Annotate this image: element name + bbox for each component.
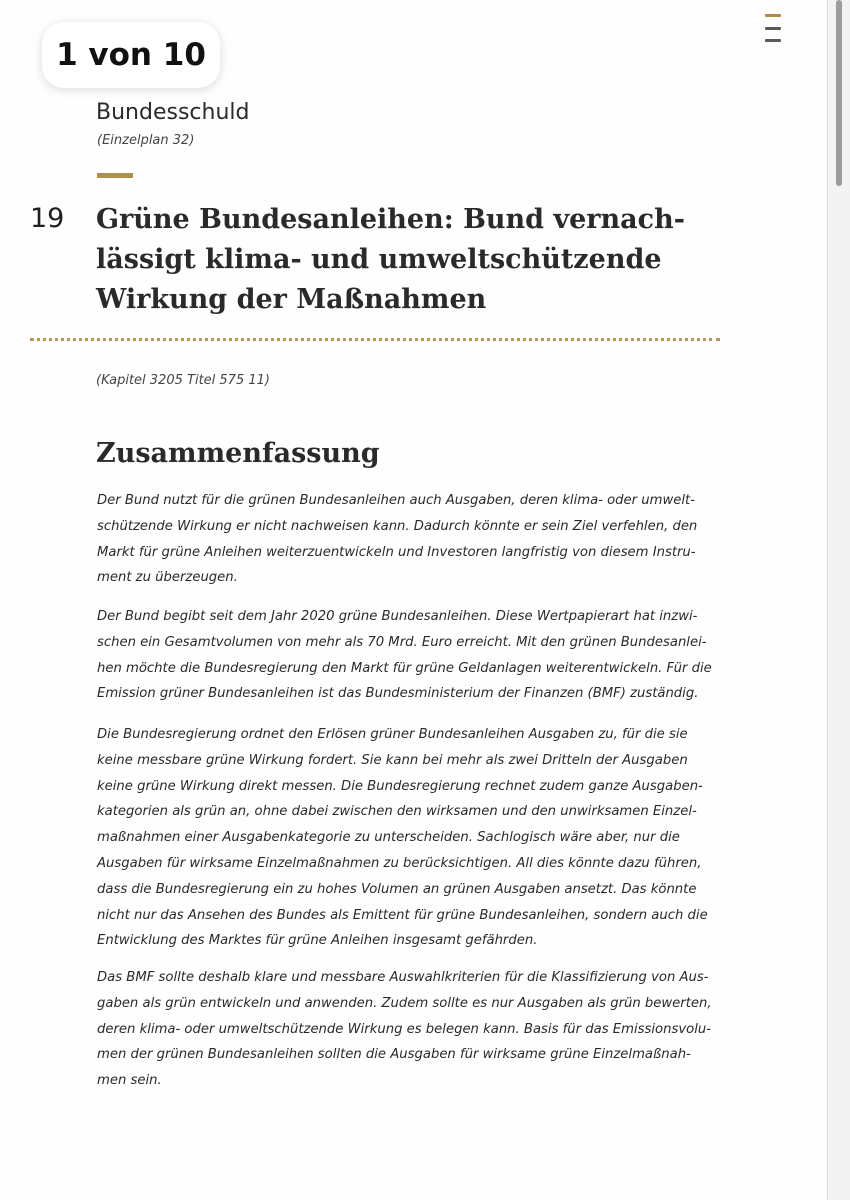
- paragraph-line: Markt für grüne Anleihen weiterzuentwickeln und Investoren langfristig von diesem Instru-: [97, 544, 696, 560]
- dotted-divider: [30, 338, 720, 341]
- summary-paragraph-3: [97, 722, 737, 954]
- chapter-title-line: Wirkung der Maßnahmen: [96, 284, 487, 315]
- paragraph-line: hen möchte die Bundesregierung den Markt für grüne Geldanlagen weiterentwickeln. Für die: [97, 660, 712, 676]
- paragraph-line: gaben als grün entwickeln und anwenden. Zudem sollte es nur Ausgaben als grün bewerten,: [97, 995, 712, 1011]
- paragraph-line: maßnahmen einer Ausgabenkategorie zu unterscheiden. Sachlogisch wäre aber, nur die: [97, 830, 680, 846]
- gold-accent-bar: [97, 173, 133, 178]
- paragraph-line: men der grünen Bundesanleihen sollten die Ausgaben für wirksame grüne Einzelmaßnah-: [97, 1047, 691, 1063]
- paragraph-line: Ausgaben für wirksame Einzelmaßnahmen zu berücksichtigen. All dies könnte dazu führen,: [97, 855, 702, 871]
- paragraph-line: Entwicklung des Marktes für grüne Anleihen insgesamt gefährden.: [97, 933, 538, 949]
- paragraph-line: schützende Wirkung er nicht nachweisen kann. Dadurch könnte er sein Ziel verfehlen, den: [97, 518, 698, 534]
- paragraph-line: keine grüne Wirkung direkt messen. Die Bundesregierung rechnet zudem ganze Ausgaben-: [97, 778, 703, 794]
- chapter-title-line: Grüne Bundesanleihen: Bund vernach-: [96, 204, 685, 235]
- paragraph-line: Das BMF sollte deshalb klare und messbare Auswahlkriterien für die Klassifizierung von Aus-: [97, 970, 709, 985]
- paragraph-line: Emission grüner Bundesanleihen ist das Bundesministerium der Finanzen (BMF) zuständig.: [97, 686, 699, 702]
- paragraph-line: schen ein Gesamtvolumen von mehr als 70 Mrd. Euro erreicht. Mit den grünen Bundesanlei-: [97, 634, 707, 650]
- summary-paragraph-1: [97, 488, 737, 591]
- paragraph-line: Der Bund begibt seit dem Jahr 2020 grüne Bundesanleihen. Diese Wertpapierart hat inzwi-: [97, 609, 698, 624]
- paragraph-line: kategorien als grün an, ohne dabei zwischen den wirksamen und den unwirksamen Einzel-: [97, 804, 697, 820]
- paragraph-line: Die Bundesregierung ordnet den Erlösen grüner Bundesanleihen Ausgaben zu, für die sie: [97, 727, 688, 742]
- menu-icon-bar-bottom: [765, 39, 781, 42]
- summary-heading: Zusammenfassung: [96, 438, 380, 469]
- paragraph-line: men sein.: [97, 1073, 162, 1089]
- kapitel-reference: (Kapitel 3205 Titel 575 11): [96, 373, 270, 388]
- page-indicator[interactable]: 1 von 10: [42, 22, 220, 88]
- chapter-title: [96, 200, 736, 320]
- summary-paragraph-4: [97, 965, 737, 1094]
- menu-icon-bar-middle: [765, 27, 781, 30]
- section-title: Bundesschuld: [96, 100, 250, 125]
- scrollbar-thumb[interactable]: [836, 0, 842, 186]
- paragraph-line: Der Bund nutzt für die grünen Bundesanleihen auch Ausgaben, deren klima- oder umwelt-: [97, 493, 695, 508]
- menu-icon-bar-top: [765, 14, 781, 17]
- section-subtitle: (Einzelplan 32): [97, 133, 195, 148]
- paragraph-line: dass die Bundesregierung ein zu hohes Volumen an grünen Ausgaben ansetzt. Das könnte: [97, 881, 697, 897]
- paragraph-line: nicht nur das Ansehen des Bundes als Emittent für grüne Bundesanleihen, sondern auch die: [97, 907, 708, 923]
- menu-icon[interactable]: [762, 14, 784, 42]
- chapter-number: 19: [30, 203, 65, 234]
- paragraph-line: ment zu überzeugen.: [97, 570, 238, 586]
- summary-paragraph-2: [97, 604, 737, 707]
- paragraph-line: deren klima- oder umweltschützende Wirkung es belegen kann. Basis für das Emissionsvolu-: [97, 1021, 711, 1037]
- chapter-title-line: lässigt klima- und umweltschützende: [96, 244, 662, 275]
- paragraph-line: keine messbare grüne Wirkung fordert. Sie kann bei mehr als zwei Dritteln der Ausgaben: [97, 752, 688, 768]
